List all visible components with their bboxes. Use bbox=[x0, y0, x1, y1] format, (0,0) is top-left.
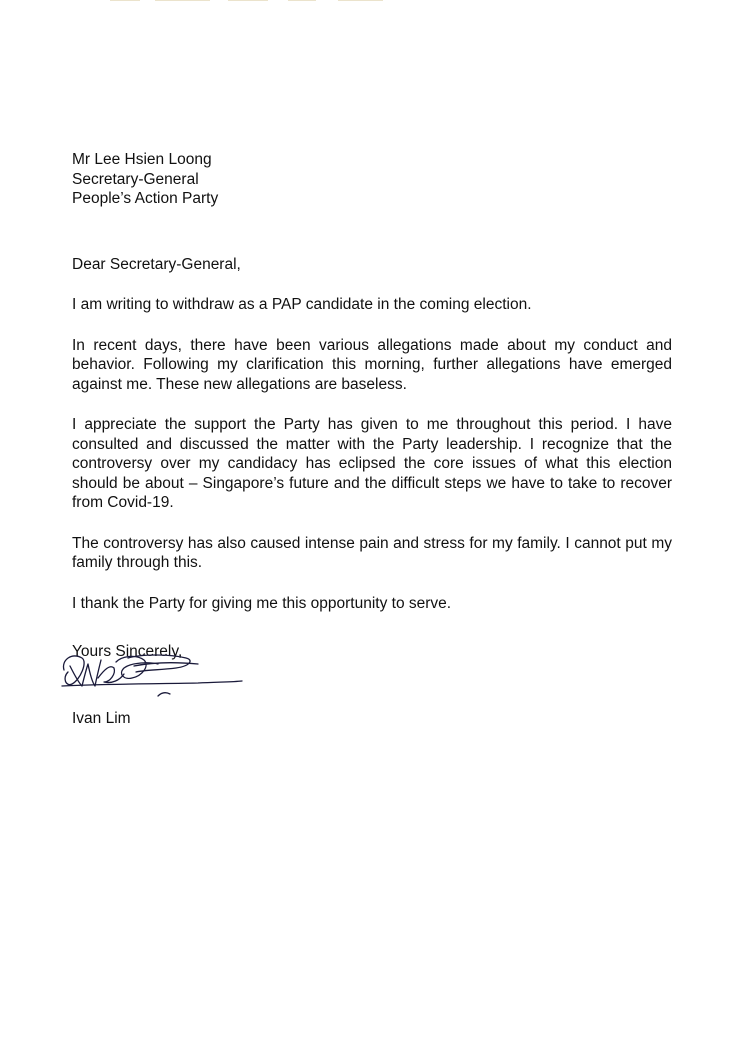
recipient-name: Mr Lee Hsien Loong bbox=[72, 151, 212, 168]
paragraph-thanks: I thank the Party for giving me this opportunity to serve. bbox=[72, 594, 452, 612]
paragraph-appreciation: I appreciate the support the Party has given to me throughout this period. I have consulted and discussed the matter with the Party leadership. I recognize that the controversy over my candidacy has eclipsed the core issues of what this election should be about – Singapore’s future and the difficult steps we have to take to recover from Covid-19. bbox=[72, 416, 672, 511]
letter-body bbox=[72, 150, 672, 662]
recipient-title: Secretary-General bbox=[72, 170, 199, 188]
signer-name: Ivan Lim bbox=[72, 710, 131, 727]
recipient-block bbox=[72, 150, 672, 209]
recipient-organization: People’s Action Party bbox=[72, 190, 219, 207]
paragraph-allegations: In recent days, there have been various allegations made about my conduct and behavior. Following my clarification this morning, further allegations have emerged against me. These new allegations are baseless. bbox=[72, 336, 672, 393]
closing: Yours Sincerely, bbox=[72, 643, 183, 660]
paragraph-withdrawal: I am writing to withdraw as a PAP candidate in the coming election. bbox=[72, 296, 532, 313]
faded-letterhead-mark bbox=[110, 0, 390, 4]
salutation: Dear Secretary-General, bbox=[72, 255, 241, 273]
paragraph-family: The controversy has also caused intense pain and stress for my family. I cannot put my family through this. bbox=[72, 534, 672, 571]
handwritten-signature bbox=[58, 648, 248, 700]
